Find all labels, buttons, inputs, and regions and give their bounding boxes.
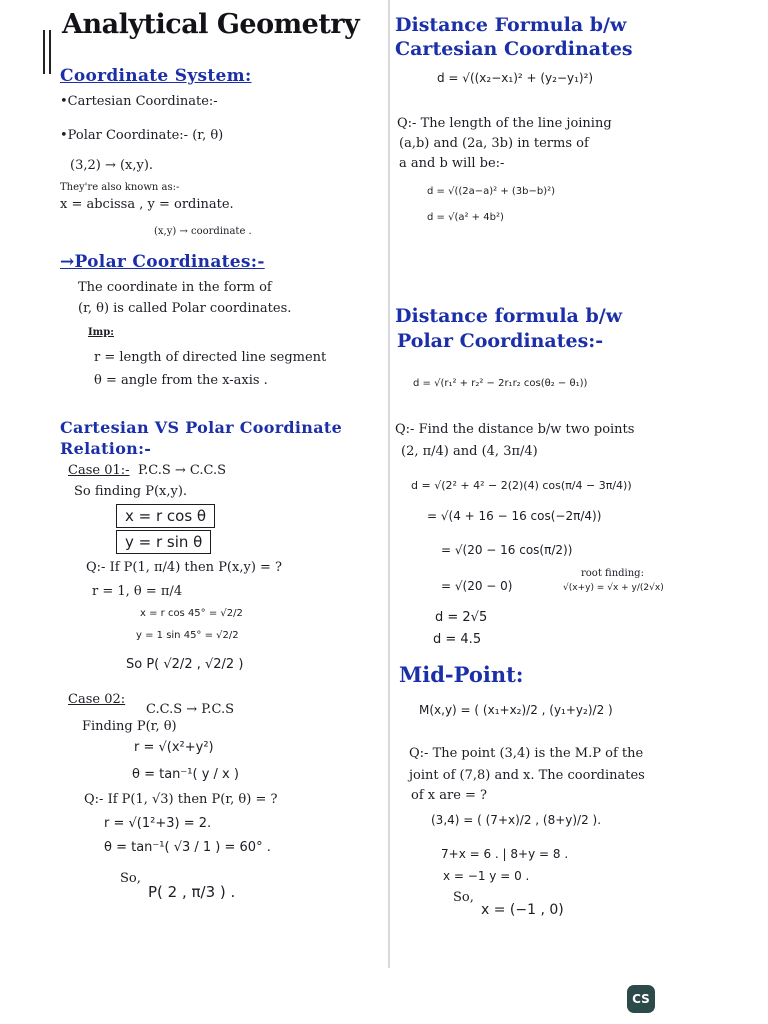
root-note-2: √(x+y) = √x + y/(2√x) [563,583,664,593]
relation-heading-2: Relation:- [60,439,152,458]
note-line: d = 2√5 [435,610,488,625]
note-line: Q:- If P(1, π/4) then P(x,y) = ? [86,560,283,575]
root-note: root finding: [581,568,644,579]
note-line: So finding P(x,y). [74,484,188,499]
note-line: P( 2 , π/3 ) . [148,883,236,901]
note-line: So P( √2/2 , √2/2 ) [126,657,244,672]
note-line: The coordinate in the form of [78,280,272,295]
case1-title: Case 01:- [68,463,130,478]
note-line: Q:- The point (3,4) is the M.P of the [409,746,644,761]
note-line: They're also known as:- [60,182,180,193]
note-line: So, [120,871,141,886]
note-line: (a,b) and (2a, 3b) in terms of [399,136,589,151]
margin-mark-2 [49,30,51,74]
margin-mark [43,30,45,74]
note-line: of x are = ? [411,788,488,803]
note-line: θ = angle from the x-axis . [94,373,268,388]
note-line: Q:- The length of the line joining [397,116,612,131]
case2-rule: C.C.S → P.C.S [146,702,235,717]
distance-formula: d = √((x₂−x₁)² + (y₂−y₁)²) [437,71,594,85]
boxed-formula: x = r cos θ [116,504,215,528]
note-line: a and b will be:- [399,156,505,171]
mid-point-formula: M(x,y) = ( (x₁+x₂)/2 , (y₁+y₂)/2 ) [419,703,613,717]
note-line: (r, θ) is called Polar coordinates. [78,301,292,316]
distance-polar-heading-2: Polar Coordinates:- [397,330,604,352]
note-line: •Polar Coordinate:- (r, θ) [60,128,224,143]
note-line: (3,2) → (x,y). [70,158,154,173]
distance-cartesian-heading: Distance Formula b/w [395,14,627,36]
note-line: joint of (7,8) and x. The coordinates [409,768,645,783]
note-line: θ = tan⁻¹( √3 / 1 ) = 60° . [104,840,271,855]
note-line: = √(4 + 16 − 16 cos(−2π/4)) [427,509,602,523]
note-line: r = length of directed line segment [94,350,327,365]
case2-title: Case 02: [68,692,126,707]
note-line: Q:- Find the distance b/w two points [395,422,635,437]
page-title: Analytical Geometry [62,9,360,40]
note-line: (2, π/4) and (4, 3π/4) [401,444,538,459]
distance-cartesian-heading-2: Cartesian Coordinates [395,38,633,60]
note-line: So, [453,890,474,905]
distance-polar-heading: Distance formula b/w [395,305,623,327]
coordinate-system-heading: Coordinate System: [60,66,252,86]
note-line: x = r cos 45° = √2/2 [140,608,243,619]
note-line: 7+x = 6 . | 8+y = 8 . [441,847,569,861]
note-line: x = (−1 , 0) [481,902,564,918]
note-line: = √(20 − 16 cos(π/2)) [441,543,573,557]
polar-coordinates-heading: →Polar Coordinates:- [60,252,265,272]
note-line: r = √(x²+y²) [134,740,214,755]
note-line: d = 4.5 [433,632,482,647]
case1-rule: P.C.S → C.C.S [138,463,227,478]
note-line: d = √((2a−a)² + (3b−b)²) [427,186,556,197]
polar-distance-formula: d = √(r₁² + r₂² − 2r₁r₂ cos(θ₂ − θ₁)) [413,378,588,389]
column-divider [388,0,390,968]
note-line: y = 1 sin 45° = √2/2 [136,630,239,641]
note-line: d = √(2² + 4² − 2(2)(4) cos(π/4 − 3π/4)) [411,479,632,492]
relation-heading: Cartesian VS Polar Coordinate [60,418,343,437]
note-line: (3,4) = ( (7+x)/2 , (8+y)/2 ). [431,813,602,827]
note-line: •Cartesian Coordinate:- [60,94,218,109]
note-line: Finding P(r, θ) [82,719,177,734]
note-line: Imp: [88,327,114,338]
note-line: r = 1, θ = π/4 [92,584,183,599]
note-line: = √(20 − 0) [441,579,513,593]
note-line: x = −1 y = 0 . [443,869,530,883]
note-line: d = √(a² + 4b²) [427,212,504,223]
note-line: x = abcissa , y = ordinate. [60,197,234,212]
boxed-formula: y = r sin θ [116,530,211,554]
camscanner-logo: CS [627,985,655,1013]
note-line: r = √(1²+3) = 2. [104,816,212,831]
mid-point-heading: Mid-Point: [399,662,524,687]
note-line: θ = tan⁻¹( y / x ) [132,767,239,782]
note-line: Q:- If P(1, √3) then P(r, θ) = ? [84,792,278,807]
note-line: (x,y) → coordinate . [154,226,252,237]
